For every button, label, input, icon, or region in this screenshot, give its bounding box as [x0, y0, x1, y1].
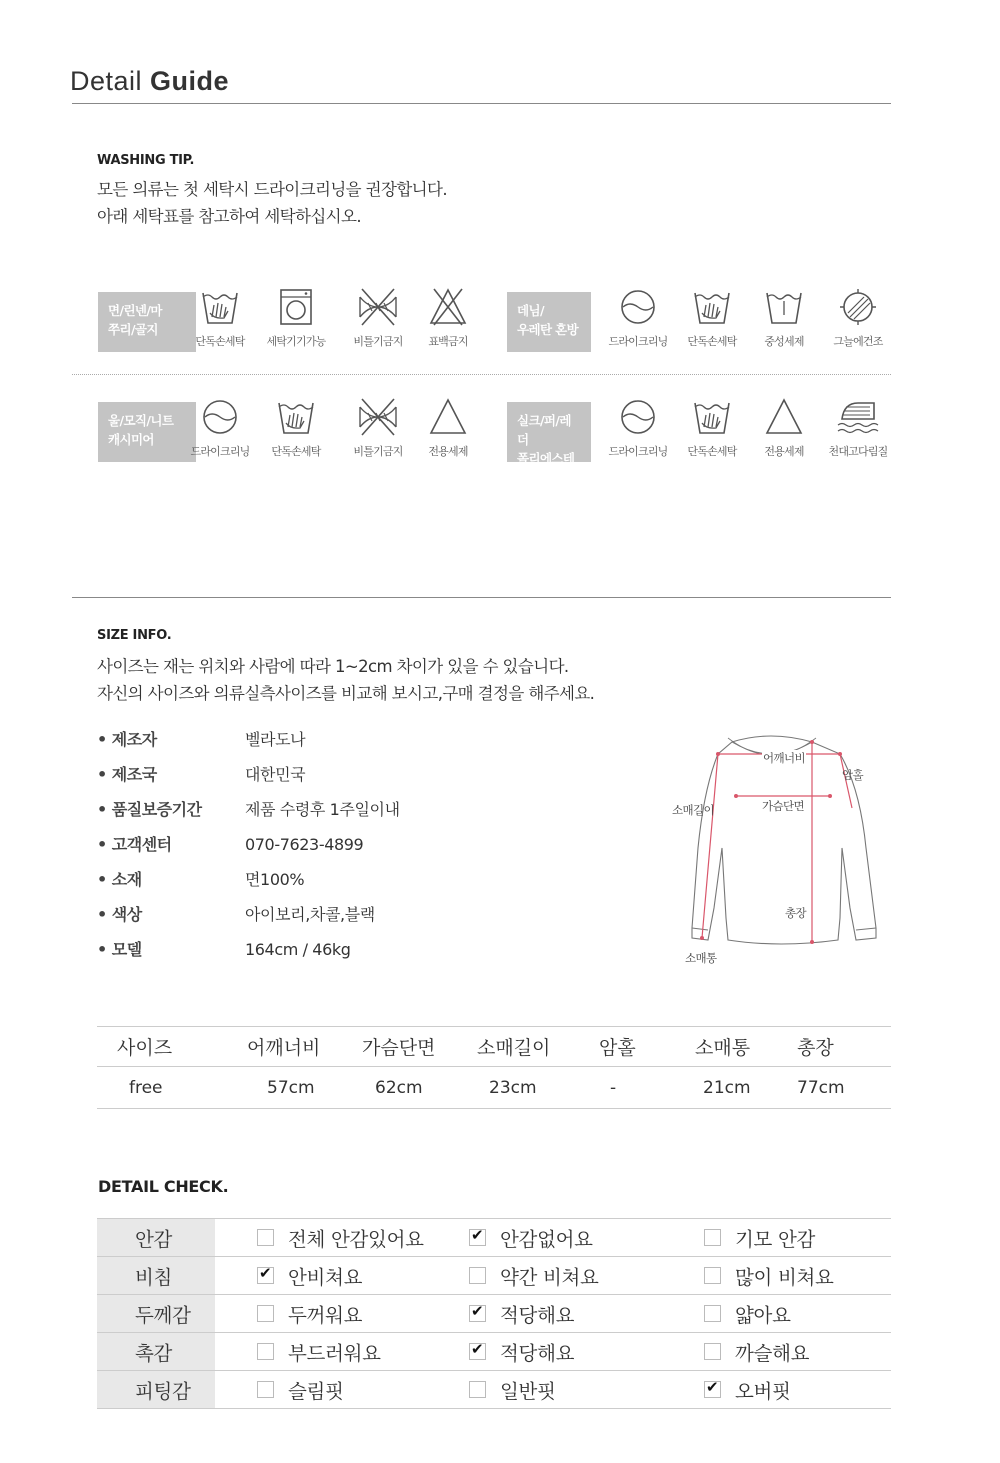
table-row	[97, 1067, 891, 1109]
size-col-header: 가슴단면	[362, 1027, 477, 1067]
spec-key: • 색상	[97, 905, 142, 924]
check-option-label: 슬림핏	[288, 1379, 344, 1403]
diagram-label-length: 총장	[785, 906, 807, 920]
spec-value: 제품 수령후 1주일이내	[245, 800, 400, 819]
dry-clean-icon-item	[600, 397, 676, 459]
spec-key: • 제조자	[97, 730, 157, 749]
table-row	[97, 1295, 891, 1333]
no-bleach-icon	[428, 287, 468, 327]
size-text	[97, 653, 594, 707]
spec-key-text: 고객센터	[111, 835, 172, 854]
dry-clean-icon-item	[600, 287, 676, 349]
hand-wash-icon-item	[258, 397, 334, 459]
size-line-2: 자신의 사이즈와 의류실측사이즈를 비교해 보시고,구매 결정을 해주세요.	[97, 684, 595, 703]
size-cell: 23cm	[477, 1067, 599, 1109]
icon-caption: 표백금지	[428, 335, 468, 348]
neutral-detergent-icon	[764, 287, 804, 327]
checkbox[interactable]	[469, 1305, 486, 1322]
fabric-label-line: 우레탄 혼방	[517, 322, 579, 337]
check-option-label: 안비쳐요	[288, 1265, 363, 1289]
washing-text	[97, 176, 447, 230]
size-heading: SIZE INFO.	[97, 628, 172, 643]
triangle-icon	[428, 397, 468, 437]
table-row	[97, 1219, 891, 1257]
washing-machine-icon-item	[258, 287, 334, 349]
fabric-group-denim	[507, 292, 591, 352]
fabric-label-line: 실크/퍼/레더	[517, 413, 571, 447]
dry-clean-icon	[618, 397, 658, 437]
size-cell: 62cm	[362, 1067, 477, 1109]
checkbox[interactable]	[469, 1343, 486, 1360]
check-option-label: 얇아요	[735, 1303, 791, 1327]
checkbox[interactable]	[469, 1267, 486, 1284]
check-option[interactable]	[469, 1376, 556, 1404]
check-option-label: 전체 안감있어요	[288, 1227, 424, 1251]
size-col-header: 소매길이	[477, 1027, 599, 1067]
check-option[interactable]	[704, 1300, 791, 1328]
size-col-header: 암홀	[599, 1027, 695, 1067]
diagram-label-sleeve: 소매길이	[672, 803, 715, 817]
hand-wash-icon-item	[674, 287, 750, 349]
spec-key: • 품질보증기간	[97, 800, 202, 819]
check-option[interactable]	[469, 1300, 574, 1328]
check-option[interactable]	[704, 1262, 834, 1290]
check-option-label: 적당해요	[500, 1303, 575, 1327]
hand-wash-icon-item	[674, 397, 750, 459]
size-col-header: 사이즈	[97, 1027, 247, 1067]
triangle-icon-item	[410, 397, 486, 459]
check-option-label: 오버핏	[735, 1379, 791, 1403]
spec-value: 벨라도나	[245, 730, 306, 749]
title-divider	[72, 103, 891, 104]
icon-caption: 단독손세탁	[687, 335, 737, 348]
diagram-label-chest: 가슴단면	[762, 799, 805, 813]
icon-caption: 비틀기금지	[353, 335, 403, 348]
spec-value: 면100%	[245, 870, 305, 889]
hand-wash-icon	[200, 287, 240, 327]
check-row-label: 촉감	[97, 1333, 215, 1371]
icon-caption: 비틀기금지	[353, 445, 403, 458]
icon-caption: 전용세제	[764, 445, 804, 458]
check-option-label: 약간 비쳐요	[500, 1265, 599, 1289]
dry-clean-icon	[200, 397, 240, 437]
size-cell: 77cm	[797, 1067, 891, 1109]
neutral-detergent-icon-item	[746, 287, 822, 349]
check-option[interactable]	[257, 1224, 424, 1252]
checkbox[interactable]	[704, 1305, 721, 1322]
table-row	[97, 1257, 891, 1295]
spec-key: • 소재	[97, 870, 142, 889]
icon-caption: 드라이크리닝	[608, 335, 668, 348]
checkbox[interactable]	[257, 1343, 274, 1360]
size-cell: 57cm	[247, 1067, 362, 1109]
title-light: Detail	[70, 66, 143, 96]
check-option[interactable]	[469, 1262, 599, 1290]
icon-caption: 드라이크리닝	[190, 445, 250, 458]
check-option-label: 두꺼워요	[288, 1303, 363, 1327]
washing-line-2: 아래 세탁표를 참고하여 세탁하십시오.	[97, 207, 362, 226]
no-wring-icon	[358, 287, 398, 327]
size-cell: free	[97, 1067, 247, 1109]
icon-caption: 세탁기기가능	[266, 335, 326, 348]
fabric-label-line: 면/린넨/마	[108, 303, 162, 318]
size-table	[97, 1026, 891, 1109]
diagram-label-armhole: 암홀	[842, 768, 864, 782]
spec-key-text: 제조국	[111, 765, 157, 784]
no-wring-icon	[358, 397, 398, 437]
icon-caption: 단독손세탁	[195, 335, 245, 348]
checkbox[interactable]	[469, 1381, 486, 1398]
detail-check-table	[97, 1218, 891, 1409]
check-option-label: 일반핏	[500, 1379, 556, 1403]
fabric-label-line: 폴리에스테르	[517, 451, 575, 485]
spec-key-text: 색상	[111, 905, 142, 924]
size-table-header	[97, 1027, 891, 1067]
washing-divider	[72, 374, 891, 375]
icon-caption: 전용세제	[428, 445, 468, 458]
fabric-group-silk	[507, 402, 591, 485]
table-row	[97, 1333, 891, 1371]
check-option[interactable]	[704, 1338, 809, 1366]
check-option-label: 부드러워요	[288, 1341, 381, 1365]
icon-caption: 중성세제	[764, 335, 804, 348]
checkbox[interactable]	[257, 1305, 274, 1322]
check-option-label: 많이 비쳐요	[735, 1265, 834, 1289]
size-divider	[72, 597, 891, 598]
size-line-1: 사이즈는 재는 위치와 사람에 따라 1~2cm 차이가 있을 수 있습니다.	[97, 657, 569, 676]
check-option-label: 안감없어요	[500, 1227, 593, 1251]
fabric-label-line: 캐시미어	[108, 432, 154, 447]
icon-caption: 천대고다림질	[828, 445, 888, 458]
diagram-label-cuff: 소매통	[685, 951, 717, 965]
size-cell: -	[599, 1067, 695, 1109]
spec-key-text: 모델	[111, 940, 142, 959]
page-title	[70, 66, 229, 97]
check-option[interactable]	[257, 1300, 362, 1328]
icon-caption: 단독손세탁	[271, 445, 321, 458]
table-row	[97, 1371, 891, 1409]
iron-cloth-icon	[836, 397, 880, 437]
checkbox[interactable]	[704, 1343, 721, 1360]
triangle-icon	[764, 397, 804, 437]
checkbox[interactable]	[469, 1229, 486, 1246]
hand-wash-icon	[692, 397, 732, 437]
hand-wash-icon	[276, 397, 316, 437]
size-cell: 21cm	[695, 1067, 797, 1109]
spec-key-text: 품질보증기간	[111, 800, 202, 819]
spec-key: • 제조국	[97, 765, 157, 784]
washing-machine-icon	[276, 287, 316, 327]
check-option[interactable]	[257, 1338, 381, 1366]
checkbox[interactable]	[704, 1229, 721, 1246]
check-row-label: 비침	[97, 1257, 215, 1295]
triangle-icon-item	[746, 397, 822, 459]
fabric-label-line: 울/모직/니트	[108, 413, 174, 428]
shade-dry-icon	[838, 287, 878, 327]
no-bleach-icon-item	[410, 287, 486, 349]
icon-caption: 드라이크리닝	[608, 445, 668, 458]
checkbox[interactable]	[257, 1267, 274, 1284]
washing-heading: WASHING TIP.	[97, 153, 195, 168]
dry-clean-icon	[618, 287, 658, 327]
no-wring-icon-item	[340, 287, 416, 349]
check-option-label: 까슬해요	[735, 1341, 810, 1365]
check-option-label: 적당해요	[500, 1341, 575, 1365]
spec-key: • 고객센터	[97, 835, 172, 854]
size-col-header: 어깨너비	[247, 1027, 362, 1067]
spec-key-text: 제조자	[111, 730, 157, 749]
checkbox[interactable]	[257, 1229, 274, 1246]
shade-dry-icon-item	[820, 287, 896, 349]
check-option[interactable]	[469, 1224, 593, 1252]
check-option-label: 기모 안감	[735, 1227, 816, 1251]
check-option[interactable]	[469, 1338, 574, 1366]
check-heading: DETAIL CHECK.	[98, 1177, 229, 1196]
check-option[interactable]	[704, 1376, 791, 1404]
check-option[interactable]	[257, 1262, 362, 1290]
check-option[interactable]	[257, 1376, 344, 1404]
hand-wash-icon	[692, 287, 732, 327]
spec-key-text: 소재	[111, 870, 142, 889]
check-row-label: 피팅감	[97, 1371, 215, 1409]
icon-caption: 단독손세탁	[687, 445, 737, 458]
spec-value: 070-7623-4899	[245, 835, 364, 854]
checkbox[interactable]	[704, 1381, 721, 1398]
hand-wash-icon-item	[182, 287, 258, 349]
check-row-label: 두께감	[97, 1295, 215, 1333]
spec-value: 아이보리,차콜,블랙	[245, 905, 375, 924]
icon-caption: 그늘에건조	[833, 335, 883, 348]
no-wring-icon-item	[340, 397, 416, 459]
checkbox[interactable]	[257, 1381, 274, 1398]
title-bold: Guide	[150, 66, 230, 96]
spec-value: 164cm / 46kg	[245, 940, 351, 959]
dry-clean-icon-item	[182, 397, 258, 459]
washing-line-1: 모든 의류는 첫 세탁시 드라이크리닝을 권장합니다.	[97, 180, 447, 199]
check-row-label: 안감	[97, 1219, 215, 1257]
fabric-label-line: 데님/	[517, 303, 544, 318]
iron-cloth-icon-item	[820, 397, 896, 459]
fabric-label-line: 쭈리/골지	[108, 322, 158, 337]
size-col-header: 소매통	[695, 1027, 797, 1067]
checkbox[interactable]	[704, 1267, 721, 1284]
diagram-label-shoulder: 어깨너비	[763, 751, 806, 765]
spec-key: • 모델	[97, 940, 142, 959]
check-option[interactable]	[704, 1224, 815, 1252]
size-col-header: 총장	[797, 1027, 891, 1067]
spec-value: 대한민국	[245, 765, 306, 784]
